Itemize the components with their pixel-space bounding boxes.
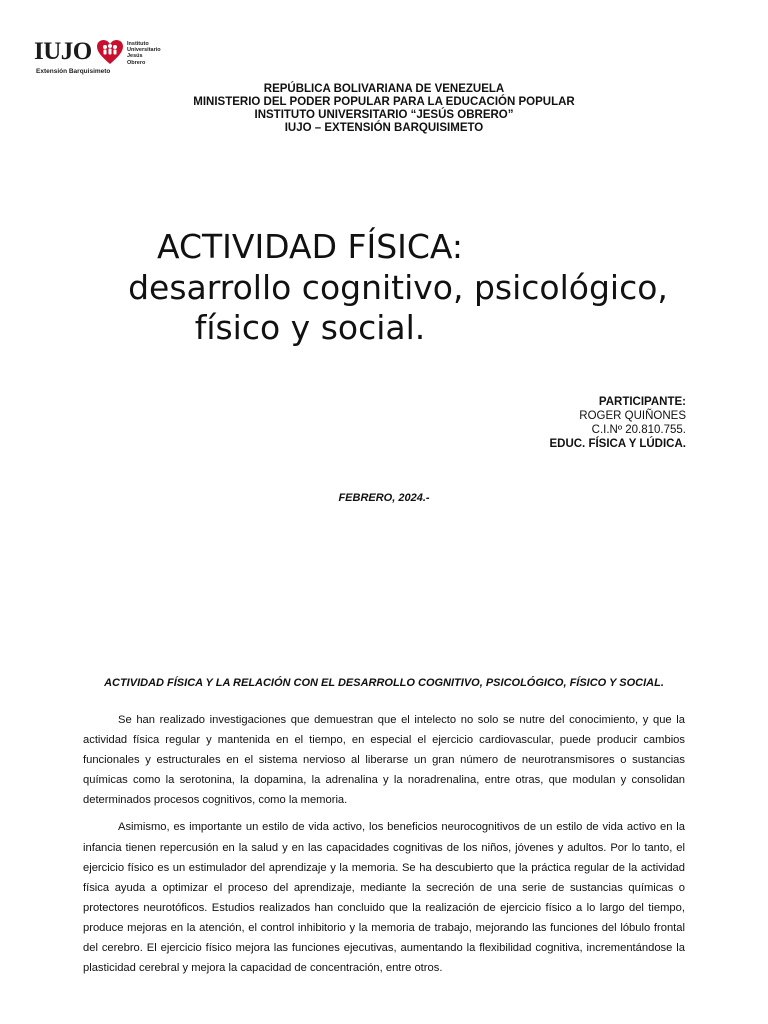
document-date: FEBRERO, 2024.- [338,492,430,504]
participant-course: EDUC. FÍSICA Y LÚDICA. [549,438,686,450]
logo-wordmark: IUJO [34,38,92,65]
institution-logo [34,36,174,80]
title-line: físico y social. [194,308,426,347]
institution-header [0,83,768,135]
header-line: IUJO – EXTENSIÓN BARQUISIMETO [284,122,484,134]
participant-block [549,395,686,451]
document-title [0,226,768,348]
logo-institution-text: Instituto Universitario Jesús Obrero [127,41,161,66]
participant-ci: C.I.Nº 20.810.755. [591,424,686,436]
paragraph: Se han realizado investigaciones que demuestran que el intelecto no solo se nutre del conocimiento, y que la actividad física regular y mantenida en el tiempo, en especial el ejercicio cardiovascular, puede producir cambios funcionales y estructurales en el sistema nervioso al liberarse un gran número de neurotransmisores o sustancias químicas como la serotonina, la dopamina, la adrenalina y la noradrenalina, entre otras, que modulan y consolidan determinados procesos cognitivos, como la memoria. [83,714,685,807]
participant-name: ROGER QUIÑONES [579,410,686,422]
logo-extension: Extensión Barquisimeto [36,68,111,75]
body-text [83,710,685,985]
header-line: MINISTERIO DEL PODER POPULAR PARA LA EDUCACIÓN POPULAR [193,96,575,108]
section-heading: ACTIVIDAD FÍSICA Y LA RELACIÓN CON EL DESARROLLO COGNITIVO, PSICOLÓGICO, FÍSICO Y SOCIAL. [104,677,664,689]
header-line: REPÚBLICA BOLIVARIANA DE VENEZUELA [263,83,505,95]
header-line: INSTITUTO UNIVERSITARIO “JESÚS OBRERO” [254,109,514,121]
participant-label: PARTICIPANTE: [598,396,686,408]
paragraph: Asimismo, es importante un estilo de vida activo, los beneficios neurocognitivos de un estilo de vida activo en la infancia tienen repercusión en la salud y en las capacidades cognitivas de los niños, jóvenes y adultos. Por lo tanto, el ejercicio físico es un estimulador del aprendizaje y la memoria. Se ha descubierto que la práctica regular de la actividad física ayuda a optimizar el proceso del aprendizaje, mediante la secreción de una serie de sustancias químicas o protectores neurotóficos. Estudios realizados han concluido que la realización de ejercicio físico a lo largo del tiempo, produce mejoras en la atención, el control inhibitorio y la memoria de trabajo, mejorando las funciones del lóbulo frontal del cerebro. El ejercicio físico mejora las funciones ejecutivas, aumentando la flexibilidad cognitiva, incrementándose la plasticidad cerebral y mejora la capacidad de concentración, entre otros. [83,821,685,975]
heart-people-icon [96,38,124,66]
title-line: desarrollo cognitivo, psicológico, [128,268,668,307]
title-line: ACTIVIDAD FÍSICA: [156,227,464,266]
